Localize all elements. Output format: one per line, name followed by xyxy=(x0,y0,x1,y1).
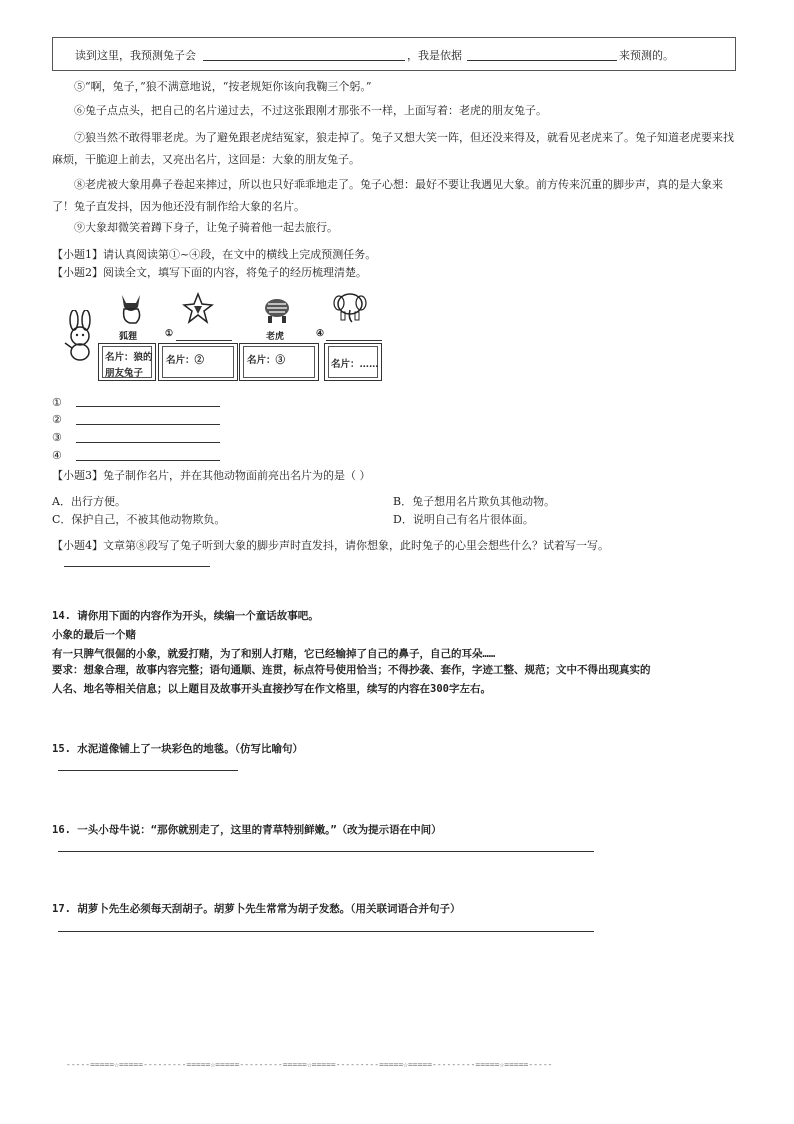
blank-line-4[interactable] xyxy=(76,460,220,461)
elephant-label: ④ xyxy=(316,329,325,339)
blank-line-1[interactable] xyxy=(76,406,220,407)
paragraph-6: ⑥兔子点点头，把自己的名片递过去，不过这张跟刚才那张不一样，上面写着：老虎的朋友兔子。 xyxy=(74,104,547,117)
tiger-icon xyxy=(262,296,292,324)
blank-label-3: ③ xyxy=(52,431,62,444)
elephant-blank[interactable] xyxy=(326,340,382,341)
card-fox-line1: 名片：狼的 xyxy=(105,352,153,363)
blank-line-2[interactable] xyxy=(76,424,220,425)
question-14-req1: 要求：想象合理，故事内容完整；语句通顺、连贯，标点符号使用恰当；不得抄袭、套作，字迹工整、规范；文中不得出现真实的 xyxy=(52,664,651,676)
predict-blank-1[interactable] xyxy=(203,60,405,61)
blank-label-1: ① xyxy=(52,396,62,409)
blank-label-4: ④ xyxy=(52,449,62,462)
question-15: 15. 水泥道像铺上了一块彩色的地毯。（仿写比喻句） xyxy=(52,743,304,755)
predict-text-1: 读到这里，我预测兔子会 xyxy=(75,49,196,62)
fox-icon xyxy=(116,291,146,325)
card-fox xyxy=(98,343,156,381)
card-wolf-text: 名片：② xyxy=(166,355,205,366)
question-2: 【小题2】阅读全文，填写下面的内容，将兔子的经历梳理清楚。 xyxy=(52,266,367,279)
question-14-subtitle: 小象的最后一个赌 xyxy=(52,629,136,641)
question-14-req2: 人名、地名等相关信息；以上题目及故事开头直接抄写在作文格里，续写的内容在300字左右。 xyxy=(52,683,491,695)
card-elephant xyxy=(324,343,382,381)
footer-divider: -----=====☆=====---------=====☆=====---------=====☆=====---------=====☆=====---------=====☆=====----- xyxy=(66,1060,553,1069)
question-17: 17. 胡萝卜先生必须每天刮胡子。胡萝卜先生常常为胡子发愁。（用关联词语合并句子） xyxy=(52,903,461,915)
wolf-label: ① xyxy=(165,329,174,339)
tiger-label: 老虎 xyxy=(266,332,285,342)
prediction-box xyxy=(52,37,736,71)
predict-text-3: 来预测的。 xyxy=(619,49,674,62)
q17-answer-line[interactable] xyxy=(58,931,594,932)
q16-answer-line[interactable] xyxy=(58,851,594,852)
card-wolf xyxy=(158,343,238,381)
card-tiger-text: 名片：③ xyxy=(247,355,286,366)
option-b[interactable]: B．兔子想用名片欺负其他动物。 xyxy=(393,495,556,508)
wolf-blank[interactable] xyxy=(176,340,232,341)
question-3: 【小题3】兔子制作名片，并在其他动物面前亮出名片为的是（ ） xyxy=(52,469,371,482)
wolf-icon xyxy=(182,292,214,324)
card-tiger xyxy=(239,343,319,381)
option-a[interactable]: A．出行方便。 xyxy=(52,495,126,508)
question-4: 【小题4】文章第⑧段写了兔子听到大象的脚步声时直发抖，请你想象，此时兔子的心里会想些什么？试着写一写。 xyxy=(52,539,609,552)
option-d[interactable]: D．说明自己有名片很体面。 xyxy=(393,513,534,526)
q4-answer-line[interactable] xyxy=(64,566,210,567)
question-1: 【小题1】请认真阅读第①~④段，在文中的横线上完成预测任务。 xyxy=(52,248,377,261)
paragraph-9: ⑨大象却微笑着蹲下身子，让兔子骑着他一起去旅行。 xyxy=(74,221,338,234)
predict-text-2: ，我是依据 xyxy=(407,49,462,62)
option-c[interactable]: C．保护自己，不被其他动物欺负。 xyxy=(52,513,226,526)
fox-label: 狐狸 xyxy=(119,332,138,342)
rabbit-icon xyxy=(62,310,102,362)
q15-answer-line[interactable] xyxy=(58,770,238,771)
paragraph-8: ⑧老虎被大象用鼻子卷起来摔过，所以也只好乖乖地走了。兔子心想：最好不要让我遇见大象。前方传来沉重的脚步声，真的是大象来了！兔子直发抖，因为他还没有制作给大象的名片。 xyxy=(52,178,723,213)
blank-label-2: ② xyxy=(52,413,62,426)
question-14-opening: 有一只脾气很倔的小象，就爱打赌，为了和别人打赌，它已经输掉了自己的鼻子，自己的耳朵…… xyxy=(52,648,496,660)
paragraph-7: ⑦狼当然不敢得罪老虎。为了避免跟老虎结冤家，狼走掉了。兔子又想大笑一阵，但还没来得及，就看见老虎来了。兔子知道老虎要来找麻烦，干脆迎上前去，又亮出名片，这回是：大象的朋友兔子。 xyxy=(52,131,734,166)
question-14-title: 14. 请你用下面的内容作为开头，续编一个童话故事吧。 xyxy=(52,610,319,622)
predict-blank-2[interactable] xyxy=(467,60,617,61)
blank-line-3[interactable] xyxy=(76,442,220,443)
paragraph-5: ⑤“啊，兔子，”狼不满意地说，“按老规矩你该向我鞠三个躬。” xyxy=(74,80,372,93)
card-fox-line2: 朋友兔子 xyxy=(105,368,144,379)
question-16: 16. 一头小母牛说：“那你就别走了，这里的青草特别鲜嫩。”（改为提示语在中间） xyxy=(52,824,442,836)
elephant-icon xyxy=(333,292,367,324)
card-elephant-text: 名片：…… xyxy=(331,359,379,370)
